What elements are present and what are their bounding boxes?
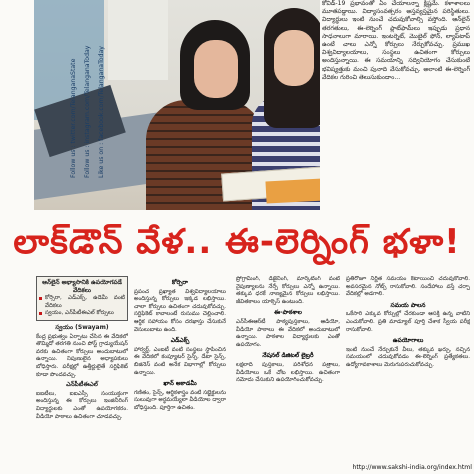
subheading: ఎన్‌పీటీఈఎల్ xyxy=(66,381,98,389)
photo-shelf xyxy=(108,0,168,80)
body-paragraph: ఇంటి నుంచే నేర్చుకునే వీలు, తక్కువ ఖర్చు, నచ్చిన సమయంలో చదువుకోవడం ఈ-లెర్నింగ్ ప్రత్యేకతలు. ఉద్యోగావకాశాలు మెరుగుపరుచుకోవచ్చు. xyxy=(346,346,470,368)
subheading: నేషనల్ డిజిటల్ లైబ్రరీ xyxy=(262,352,314,360)
subheading: స్వయం (Swayam) xyxy=(55,323,109,331)
subheading: సమయ పాలన xyxy=(390,301,426,309)
body-paragraph: ఎన్‌సీఈఆర్‌టీ పాఠ్యపుస్తకాలు, ఆడియో, వీడియో పాఠాలు ఈ వేదికలో అందుబాటులో ఉన్నాయి. పాఠశాల విద్యార్థులకు ఎంతో ఉపయోగం. xyxy=(236,318,340,348)
body-paragraph: ప్రతిరోజూ నిర్ణీత సమయం కేటాయించి చదువుకోవాలి. అవసరమైన నోట్స్ రాసుకోవాలి. సందేహాలు వస్తే చర్చా వేదికల్లో అడగాలి. xyxy=(346,276,470,298)
headline: లాక్‌డౌన్ వేళ.. ఈ-లెర్నింగ్ భళా! xyxy=(13,222,461,262)
body-paragraph: లక్షలాది పుస్తకాలు, పరిశోధన పత్రాలు, వీడియోలు ఒకే చోట లభిస్తాయి. ఉచితంగా నమోదు చేసుకుని ఉపయోగించుకోవచ్చు. xyxy=(236,361,340,384)
info-box-title: ఆన్‌లైన్ అభ్యాసానికి ఉపయోగపడే వేదికలు xyxy=(42,279,122,294)
social-line-instagram: Follow us : instagram.com/TelanganaToday xyxy=(84,45,91,178)
student-right-face xyxy=(274,30,314,86)
body-paragraph: హార్వర్డ్, ఎంఐటీ వంటి సంస్థలు స్థాపించిన ఈ వేదికలో కంప్యూటర్ సైన్స్, డేటా సైన్స్, బిజినెస్ వంటి అనేక విభాగాల్లో కోర్సులు ఉన్నాయి. xyxy=(134,346,226,376)
column-2 xyxy=(134,276,226,472)
orange-book-image xyxy=(265,178,320,203)
subheading: కోర్సెరా xyxy=(171,279,189,286)
info-box xyxy=(36,276,128,321)
social-line-facebook: Like us on : facebook.com/TelanganaToday xyxy=(98,46,105,178)
subheading: ఎడ్ఎక్స్ xyxy=(170,337,190,345)
intro-text xyxy=(322,0,470,210)
intro-paragraph: కోవిడ్-19 ప్రభావంతో ఏం చేయాలన్నా క్లిష్టమే. కళాశాలలు మూతపడ్డాయి. విద్యాసంవత్సరం అస్తవ్యస్తమైన పరిస్థితులు. విద్యార్థులు ఇంటి నుంచే చదువుకోవాల్సి వస్తోంది. ఆన్‌లైన్ తరగతులు, ఈ-లెర్నింగ్ ప్లాట్‌ఫామ్‌లు ఇప్పుడు ప్రధాన సాధనాలుగా మారాయి. ఇంటర్నెట్, మొబైల్ ఫోన్, ల్యాప్‌టాప్ ఉంటే చాలు ఎన్నో కోర్సులు నేర్చుకోవచ్చు. ప్రముఖ విశ్వవిద్యాలయాలు, సంస్థలు ఉచితంగా కోర్సులు అందిస్తున్నాయి. ఈ సమయాన్ని సద్వినియోగం చేసుకుంటే భవిష్యత్తుకు మంచి పునాది వేసుకోవచ్చు. అలాంటి ఈ-లెర్నింగ్ వేదికల గురించి తెలుసుకుందాం... xyxy=(322,0,470,81)
body-paragraph: గణితం, సైన్స్, ఆర్థికశాస్త్రం వంటి సబ్జెక్టులను సులువుగా అర్థమయ్యేలా వీడియోల ద్వారా బోధిస్తుంది. పూర్తిగా ఉచితం. xyxy=(134,389,226,411)
column-1 xyxy=(36,276,128,472)
photo-social-sidebar xyxy=(70,2,114,178)
subheading: ఈ-పాఠశాల xyxy=(274,309,302,317)
social-line-twitter: Follow us : twitter.com/TelanganaState xyxy=(70,58,77,178)
info-box-item: స్వయం, ఎన్‌పీటీఈఎల్ కోర్సులు xyxy=(39,310,125,318)
footer-url[interactable]: http://www.sakshi-india.org/index.html xyxy=(352,464,472,471)
student-left-face xyxy=(194,40,238,98)
info-box-item: కోర్సెరా, ఎడ్ఎక్స్, ఉడెమీ వంటి వేదికలు xyxy=(39,295,125,310)
students-photo xyxy=(34,0,320,210)
column-3 xyxy=(236,276,340,472)
body-paragraph: ప్రోగ్రామింగ్, డిజైనింగ్, మార్కెటింగ్ వంటి నైపుణ్యాలను నేర్పే కోర్సులు ఎన్నో ఉన్నాయి. తక్కువ ధరకే నాణ్యమైన కోర్సులు లభిస్తాయి. జీవితకాలం యాక్సెస్ ఉంటుంది. xyxy=(236,276,340,305)
body-paragraph: ఒకేసారి ఎక్కువ కోర్సుల్లో చేరకుండా ఆసక్తి ఉన్న వాటిని ఎంచుకోవాలి. ప్రతి మాడ్యూల్ పూర్తి చేశాక స్వీయ పరీక్ష రాసుకోవాలి. xyxy=(346,311,470,333)
body-paragraph: ఐఐటీలు, ఐఐఎస్సీ సంయుక్తంగా అందిస్తున్న ఈ కోర్సులు ఇంజినీరింగ్ విద్యార్థులకు ఎంతో ఉపయోగకరం. వీడియో పాఠాలు ఉచితంగా చూడవచ్చు. xyxy=(36,390,128,420)
subheading: ఉపయోగాలు xyxy=(392,337,424,345)
subheading: ఖాన్ అకాడమీ xyxy=(163,380,197,388)
body-paragraph: ప్రపంచ ప్రఖ్యాత విశ్వవిద్యాలయాలు అందిస్తున్న కోర్సులు ఇక్కడ లభిస్తాయి. చాలా కోర్సులు ఉచితంగా చదువుకోవచ్చు. సర్టిఫికెట్ కావాలంటే రుసుము చెల్లించాలి. ఆర్థిక సహాయం కోసం దరఖాస్తు చేసుకునే వెసులుబాటు ఉంది. xyxy=(134,288,226,333)
body-paragraph: కేంద్ర ప్రభుత్వం ఏర్పాటు చేసిన ఈ వేదికలో తొమ్మిదో తరగతి నుంచి పోస్ట్ గ్రాడ్యుయేషన్ వరకు ఉచితంగా కోర్సులు అందుబాటులో ఉన్నాయి. నిపుణులైన అధ్యాపకులు బోధిస్తారు. పరీక్షల్లో ఉత్తీర్ణులైతే సర్టిఫికెట్ కూడా పొందవచ్చు. xyxy=(36,333,128,378)
column-4 xyxy=(346,276,470,472)
